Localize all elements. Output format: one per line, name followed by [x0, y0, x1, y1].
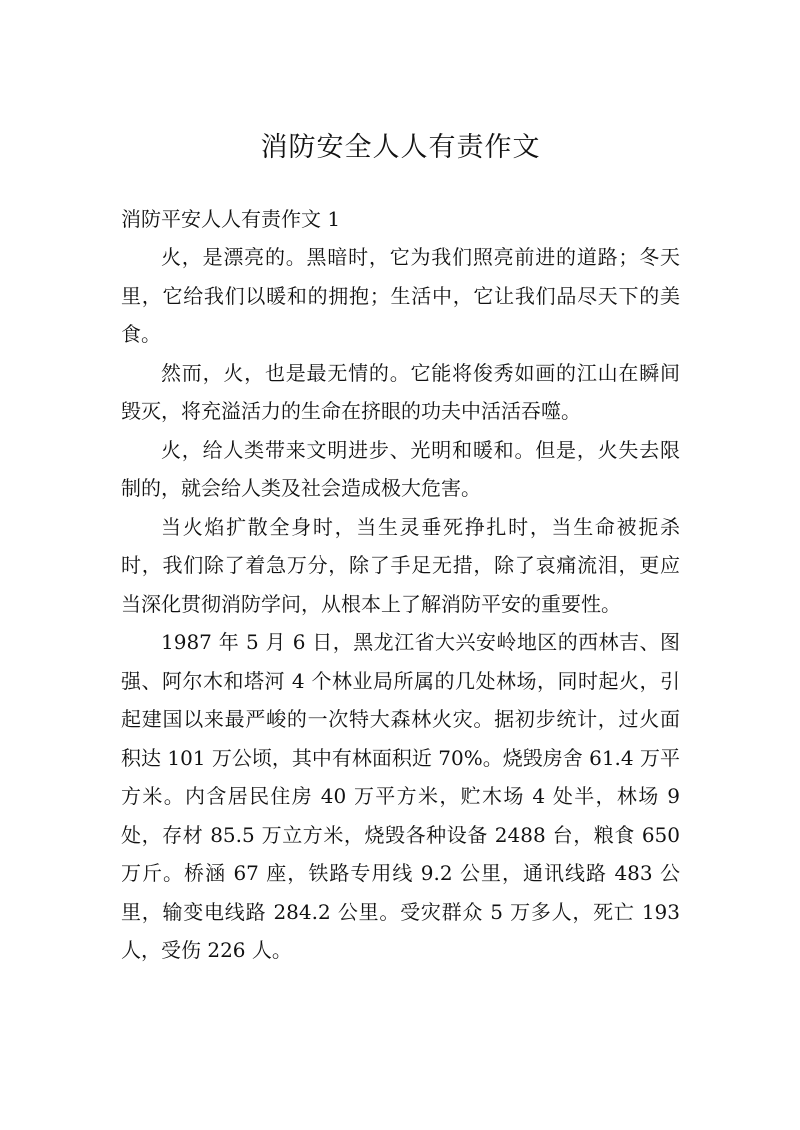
- document-title: 消防安全人人有责作文: [260, 132, 541, 163]
- paragraph-3: 火，给人类带来文明进步、光明和暖和。但是，火失去限制的，就会给人类及社会造成极大危害。: [121, 437, 680, 500]
- paragraph-5: 1987 年 5 月 6 日，黑龙江省大兴安岭地区的西林吉、图强、阿尔木和塔河 4 个林业局所属的几处林场，同时起火，引起建国以来最严峻的一次特大森林火灾。据初步统计，过火面积达 101 万公顷，其中有林面积近 70%。烧毁房舍 61.4 万平方米。内含居民住房 40 万平方米，贮木场 4 处半，林场 9 处，存材 85.5 万立方米，烧毁各种设备 2488 台，粮食 650 万斤。桥涵 67 座，铁路专用线 9.2 公里，通讯线路 483 公里，输变电线路 284.2 公里。受灾群众 5 万多人，死亡 193 人，受伤 226 人。: [121, 630, 680, 962]
- section-subtitle: 消防平安人人有责作文 1: [121, 207, 341, 231]
- paragraph-1: 火，是漂亮的。黑暗时，它为我们照亮前进的道路；冬天里，它给我们以暖和的拥抱；生活中，它让我们品尽天下的美食。: [121, 245, 680, 346]
- paragraph-4: 当火焰扩散全身时，当生灵垂死挣扎时，当生命被扼杀时，我们除了着急万分，除了手足无措，除了哀痛流泪，更应当深化贯彻消防学问，从根本上了解消防平安的重要性。: [121, 514, 680, 616]
- paragraph-2: 然而，火，也是最无情的。它能将俊秀如画的江山在瞬间毁灭，将充溢活力的生命在挤眼的功夫中活活吞噬。: [121, 360, 680, 423]
